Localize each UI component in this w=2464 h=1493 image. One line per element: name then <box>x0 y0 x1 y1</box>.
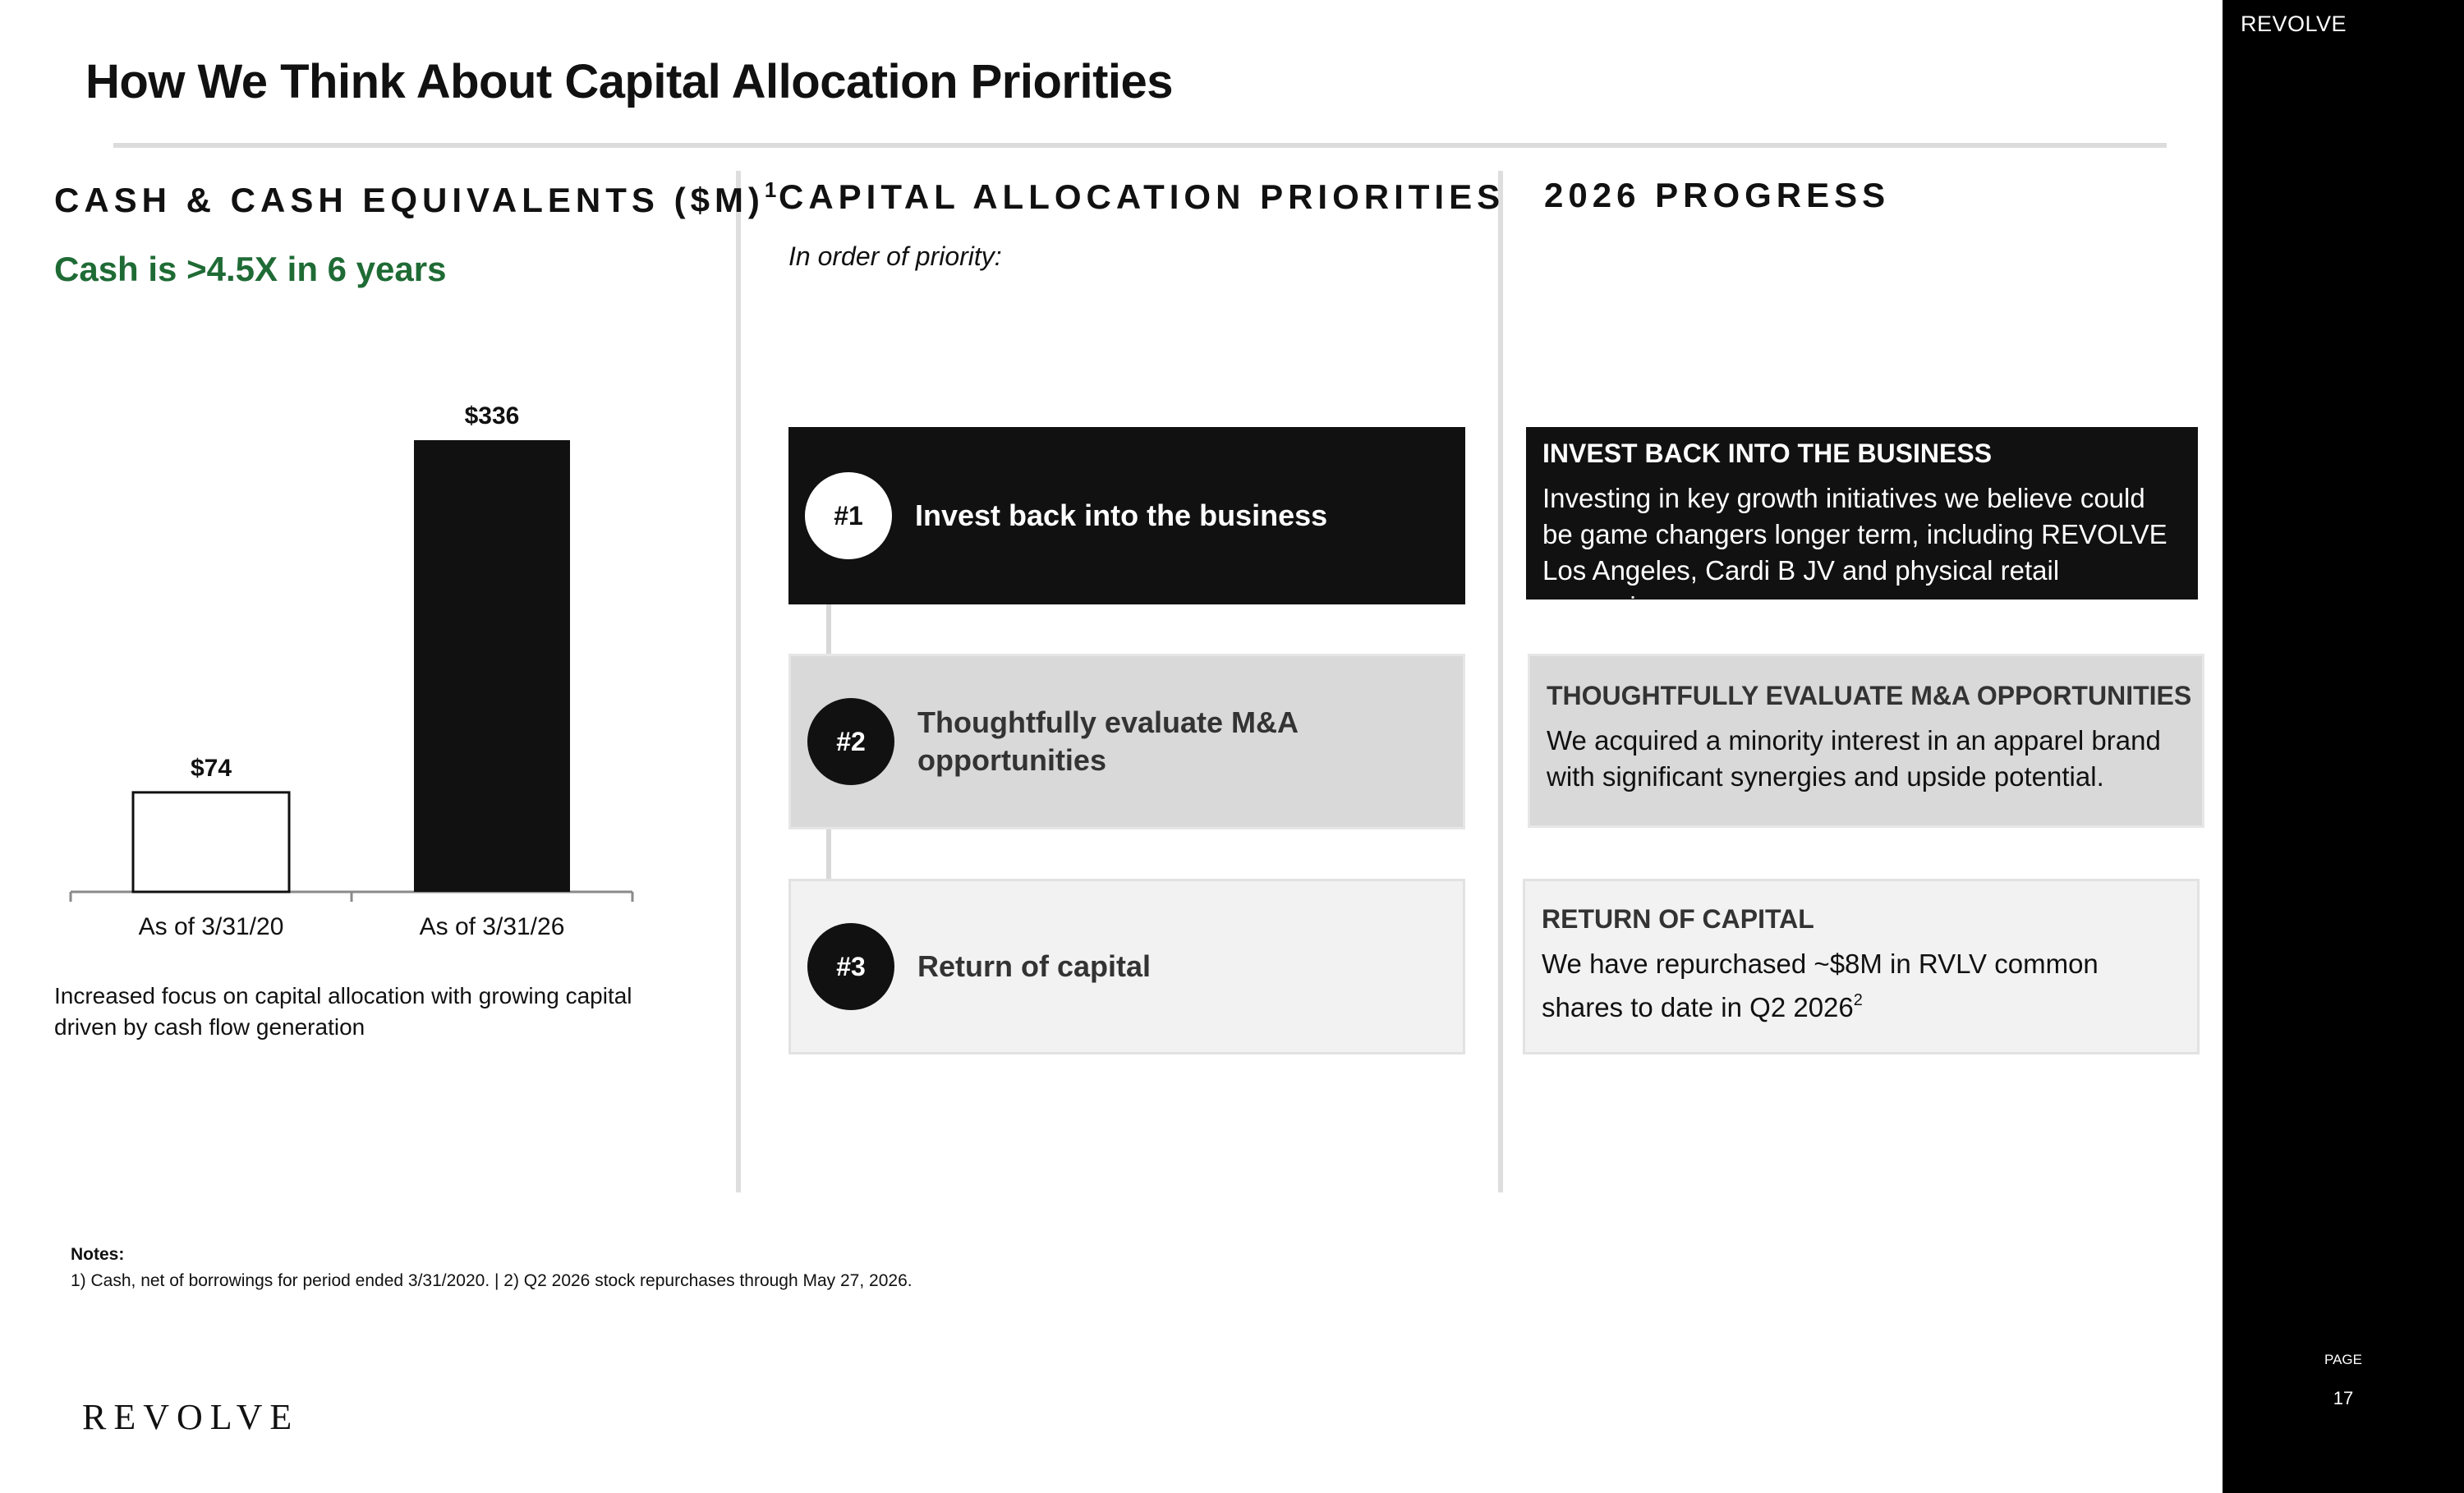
priority-connector <box>826 829 831 879</box>
priority-rank-badge: #2 <box>807 698 894 785</box>
priorities-section-heading: CAPITAL ALLOCATION PRIORITIES <box>779 177 1506 216</box>
page-label: PAGE <box>2324 1352 2362 1367</box>
progress-card-title: RETURN OF CAPITAL <box>1542 904 1814 934</box>
progress-card-text: Investing in key growth initiatives we believe could be game changers longer term, including REVOLVE Los Angeles, Cardi B JV and physical retail expansion. <box>1542 483 2167 622</box>
priority-card-1 <box>788 427 1465 604</box>
cash-growth-callout: Cash is >4.5X in 6 years <box>54 250 447 288</box>
progress-card-3 <box>1523 879 2200 1054</box>
notes-text: 1) Cash, net of borrowings for period ended 3/31/2020. | 2) Q2 2026 stock repurchases through May 27, 2026. <box>71 1271 913 1290</box>
sidebar <box>2223 0 2464 1493</box>
x-tick-label: As of 3/31/26 <box>419 913 565 940</box>
footnote-marker: 1 <box>764 177 777 202</box>
priority-label: Return of capital <box>917 949 1152 983</box>
priority-label: Invest back into the business <box>915 498 1328 532</box>
bar <box>414 440 570 892</box>
notes-heading: Notes: <box>71 1245 125 1264</box>
page-number: 17 <box>2333 1388 2354 1408</box>
bar <box>133 792 289 892</box>
priority-rank-badge: #1 <box>805 472 892 559</box>
bar-value-label: $74 <box>190 754 232 782</box>
progress-card-text-body: We have repurchased ~$8M in RVLV common shares to date in Q2 2026 <box>1542 949 2099 1022</box>
cash-heading-text: CASH & CASH EQUIVALENTS ($M) <box>54 181 765 219</box>
brand-wordmark-small: REVOLVE <box>2241 11 2347 36</box>
revolve-logo: REVOLVE <box>82 1397 300 1437</box>
priority-card-3 <box>788 879 1465 1054</box>
progress-card-text <box>1542 946 2181 1026</box>
progress-card-1 <box>1526 427 2198 622</box>
title-divider <box>113 143 2167 148</box>
progress-section-heading: 2026 PROGRESS <box>1544 176 1891 214</box>
cash-section-heading <box>54 177 776 220</box>
x-tick-label: As of 3/31/20 <box>138 913 284 940</box>
footnote-marker: 2 <box>1853 991 1863 1009</box>
priority-rank-badge: #3 <box>807 923 894 1010</box>
progress-card-title: THOUGHTFULLY EVALUATE M&A OPPORTUNITIES <box>1547 681 2192 710</box>
cash-bar-chart <box>49 378 657 953</box>
progress-card-2 <box>1528 654 2204 828</box>
priority-card-2 <box>788 654 1465 829</box>
priority-connector <box>826 604 831 654</box>
column-divider-right <box>1498 171 1503 1192</box>
bar-value-label: $336 <box>464 402 520 430</box>
priority-label: Thoughtfully evaluate M&A opportunities <box>917 705 1298 777</box>
progress-card-text: We acquired a minority interest in an apparel brand with significant synergies and upside potential. <box>1547 725 2161 792</box>
progress-card-title: INVEST BACK INTO THE BUSINESS <box>1542 439 1993 468</box>
page-title: How We Think About Capital Allocation Priorities <box>85 55 1174 108</box>
column-divider-left <box>736 171 741 1192</box>
chart-caption: Increased focus on capital allocation with growing capital driven by cash flow generation <box>54 983 632 1040</box>
priority-order-note: In order of priority: <box>788 241 1002 271</box>
